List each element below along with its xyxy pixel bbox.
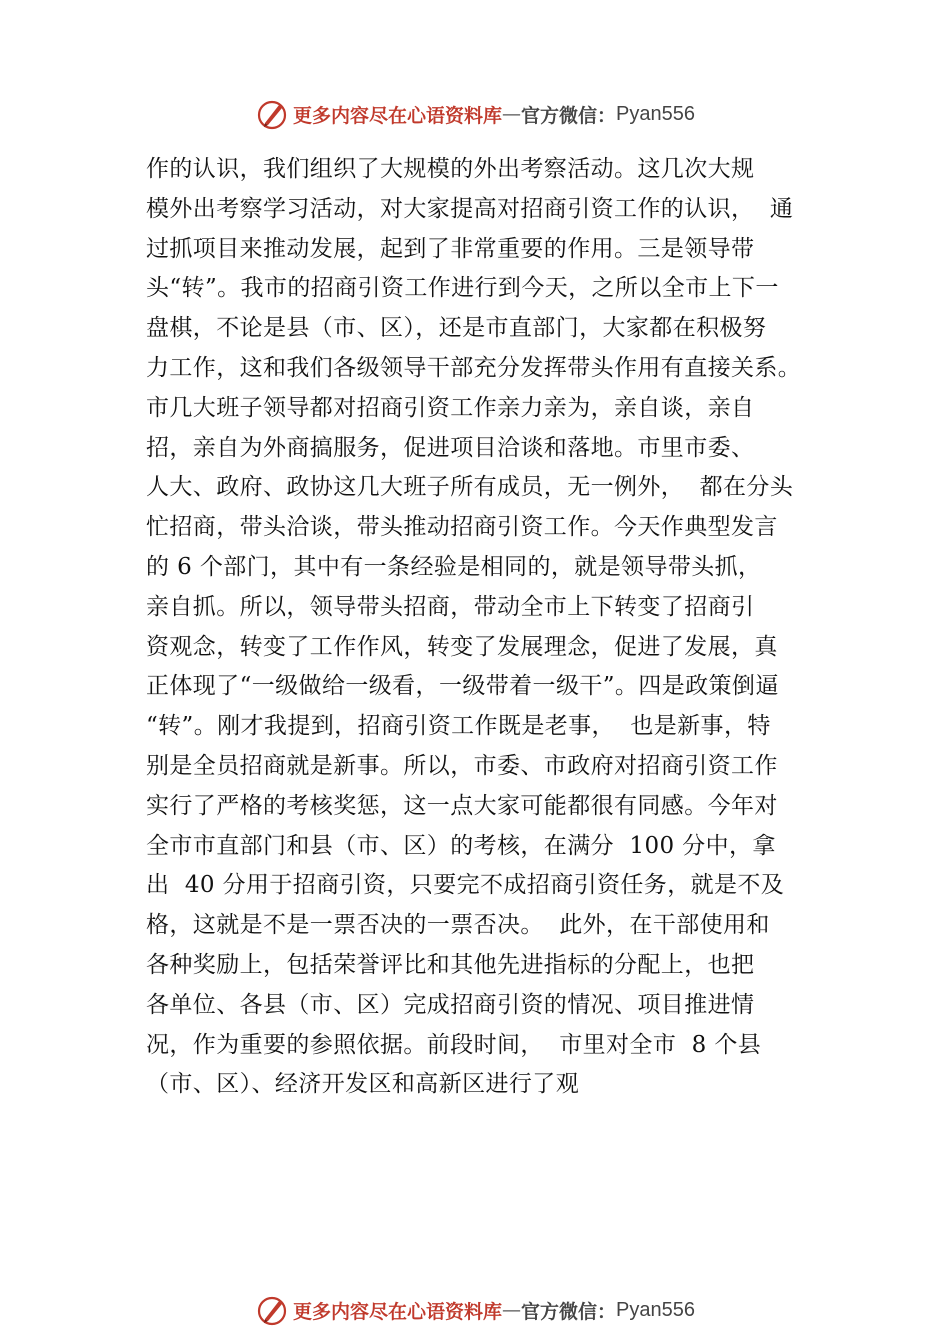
body-line: 忙招商，带头洽谈，带头推动招商引资工作。今天作典型发言 <box>146 514 778 541</box>
body-line: 人大、政府、政协这几大班子所有成员，无一例外， 都在分头 <box>146 474 794 501</box>
banner-wechat-id: Pyan556 <box>616 1298 695 1321</box>
body-line: 过抓项目来推动发展，起到了非常重要的作用。三是领导带 <box>146 235 755 262</box>
body-line: “转”。刚才我提到，招商引资工作既是老事， 也是新事，特 <box>146 713 771 740</box>
banner-wechat-label: 官方微信： <box>521 104 617 127</box>
body-line: 各种奖励上，包括荣誉评比和其他先进指标的分配上，也把 <box>146 951 755 978</box>
banner-title: 更多内容尽在心语资料库 <box>293 1300 503 1323</box>
document-body <box>146 150 836 1105</box>
body-line: 力工作，这和我们各级领导干部充分发挥带头作用有直接关系。 <box>146 354 802 381</box>
body-line: 实行了严格的考核奖惩，这一点大家可能都很有同感。今年对 <box>146 792 778 819</box>
banner-title: 更多内容尽在心语资料库 <box>293 104 503 127</box>
banner-dash: — <box>502 103 522 125</box>
body-line: 头“转”。我市的招商引资工作进行到今天，之所以全市上下一 <box>146 275 779 302</box>
body-line: 的 6 个部门，其中有一条经验是相同的，就是领导带头抓， <box>146 553 762 580</box>
body-line: 资观念，转变了工作作风，转变了发展理念，促进了发展，真 <box>146 633 778 660</box>
body-line: 市几大班子领导都对招商引资工作亲力亲为，亲自谈，亲自 <box>146 394 755 421</box>
body-line: 各单位、各县（市、区）完成招商引资的情况、项目推进情 <box>146 991 755 1018</box>
body-line: 格，这就是不是一票否决的一票否决。 此外，在干部使用和 <box>146 912 770 939</box>
pen-logo-icon <box>255 97 289 131</box>
body-line: 模外出考察学习活动，对大家提高对招商引资工作的认识， 通 <box>146 195 794 222</box>
body-line: 别是全员招商就是新事。所以，市委、市政府对招商引资工作 <box>146 752 778 779</box>
banner-dash: — <box>502 1299 522 1321</box>
body-line: 出 40 分用于招商引资，只要完不成招商引资任务，就是不及 <box>146 872 785 899</box>
body-line: 招，亲自为外商搞服务，促进项目洽谈和落地。市里市委、 <box>146 434 755 461</box>
body-line: 全市市直部门和县（市、区）的考核，在满分 100 分中，拿 <box>146 832 776 859</box>
body-line: 盘棋，不论是县（市、区），还是市直部门，大家都在积极努 <box>146 315 767 342</box>
body-line: 正体现了“一级做给一级看，一级带着一级干”。四是政策倒逼 <box>146 673 779 700</box>
body-line: 作的认识，我们组织了大规模的外出考察活动。这几次大规 <box>146 156 755 182</box>
body-line: 况，作为重要的参照依据。前段时间， 市里对全市 8 个县 <box>146 1031 762 1058</box>
header-banner <box>0 94 950 134</box>
body-line: 亲自抓。所以，领导带头招商，带动全市上下转变了招商引 <box>146 593 755 620</box>
pen-logo-icon <box>255 1293 289 1327</box>
banner-wechat-id: Pyan556 <box>616 102 695 125</box>
banner-wechat-label: 官方微信： <box>521 1300 617 1323</box>
body-line: （市、区）、经济开发区和高新区进行了观 <box>146 1071 580 1098</box>
footer-banner <box>0 1290 950 1330</box>
